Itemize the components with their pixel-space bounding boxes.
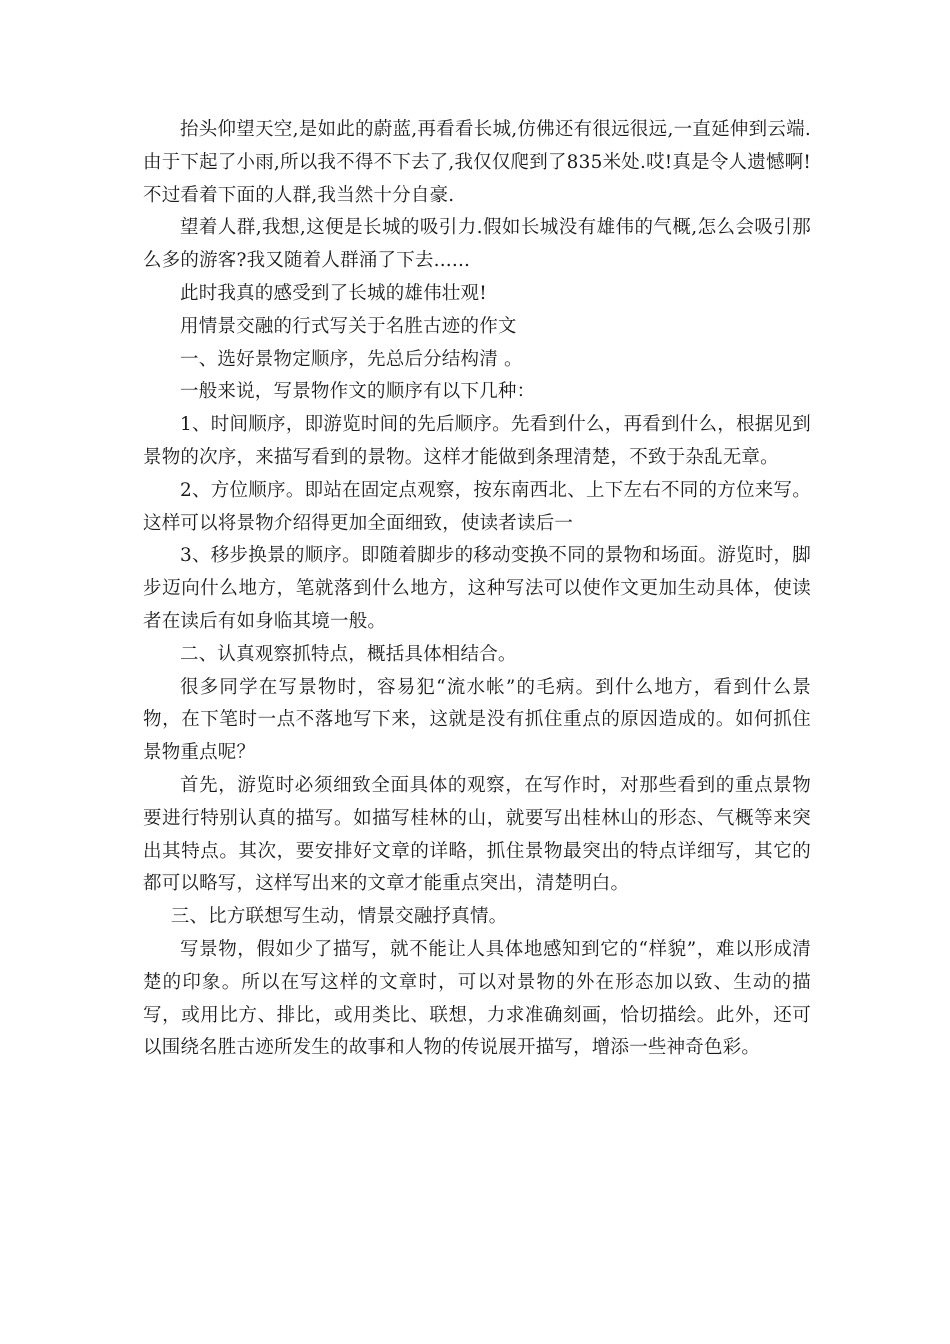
document-body [143, 114, 811, 1065]
section-title: 用情景交融的行式写关于名胜古迹的作文 [180, 315, 517, 337]
heading-three: 三、比方联想写生动，情景交融抒真情。 [170, 906, 508, 928]
paragraph-crowd: 望着人群,我想,这便是长城的吸引力.假如长城没有雄伟的气概,怎么会吸引那么多的游客?我又随着人群涌了下去...... [143, 217, 811, 272]
heading-two: 二、认真观察抓特点，概括具体相结合。 [180, 643, 517, 665]
paragraph-observation: 首先，游览时必须细致全面具体的观察，在写作时，对那些看到的重点景物要进行特别认真的描写。如描写桂林的山，就要写出桂林山的形态、气概等来突出其特点。其次，要安排好文章的详略，抓住景物最突出的特点详细写，其它的都可以略写，这样写出来的文章才能重点突出，清楚明白。 [143, 774, 811, 895]
paragraph-direction-order: 2、方位顺序。即站在固定点观察，按东南西北、上下左右不同的方位来写。这样可以将景物介绍得更加全面细致，使读者读后一 [143, 479, 811, 534]
paragraph-common-mistake: 很多同学在写景物时，容易犯“流水帐”的毛病。到什么地方，看到什么景物，在下笔时一点不落地写下来，这就是没有抓住重点的原因造成的。如何抓住景物重点呢？ [143, 676, 811, 764]
paragraph-time-order: 1、时间顺序，即游览时间的先后顺序。先看到什么，再看到什么，根据见到景物的次序，来描写看到的景物。这样才能做到条理清楚，不致于杂乱无章。 [143, 414, 811, 468]
paragraph-moving-order: 3、移步换景的顺序。即随着脚步的移动变换不同的景物和场面。游览时，脚步迈向什么地方，笔就落到什么地方，这种写法可以使作文更加生动具体，使读者在读后有如身临其境一般。 [143, 545, 811, 632]
paragraph-feeling: 此时我真的感受到了长城的雄伟壮观! [180, 282, 487, 304]
heading-one: 一、选好景物定顺序，先总后分结构清 。 [180, 348, 523, 370]
paragraph-great-wall-view: 抬头仰望天空,是如此的蔚蓝,再看看长城,仿佛还有很远很远,一直延伸到云端.由于下起了小雨,所以我不得不下去了,我仅仅爬到了835米处.哎!真是令人遗憾啊!不过看着下面的人群,我当然十分自豪. [143, 119, 811, 206]
paragraph-order-intro: 一般来说，写景物作文的顺序有以下几种： [180, 381, 536, 403]
paragraph-description: 写景物，假如少了描写，就不能让人具体地感知到它的“样貌”，难以形成清楚的印象。所以在写这样的文章时，可以对景物的外在形态加以致、生动的描写，或用比方、排比，或用类比、联想，力求准确刻画，恰切描绘。此外，还可以围绕名胜古迹所发生的故事和人物的传说展开描写，增添一些神奇色彩。 [143, 938, 811, 1059]
